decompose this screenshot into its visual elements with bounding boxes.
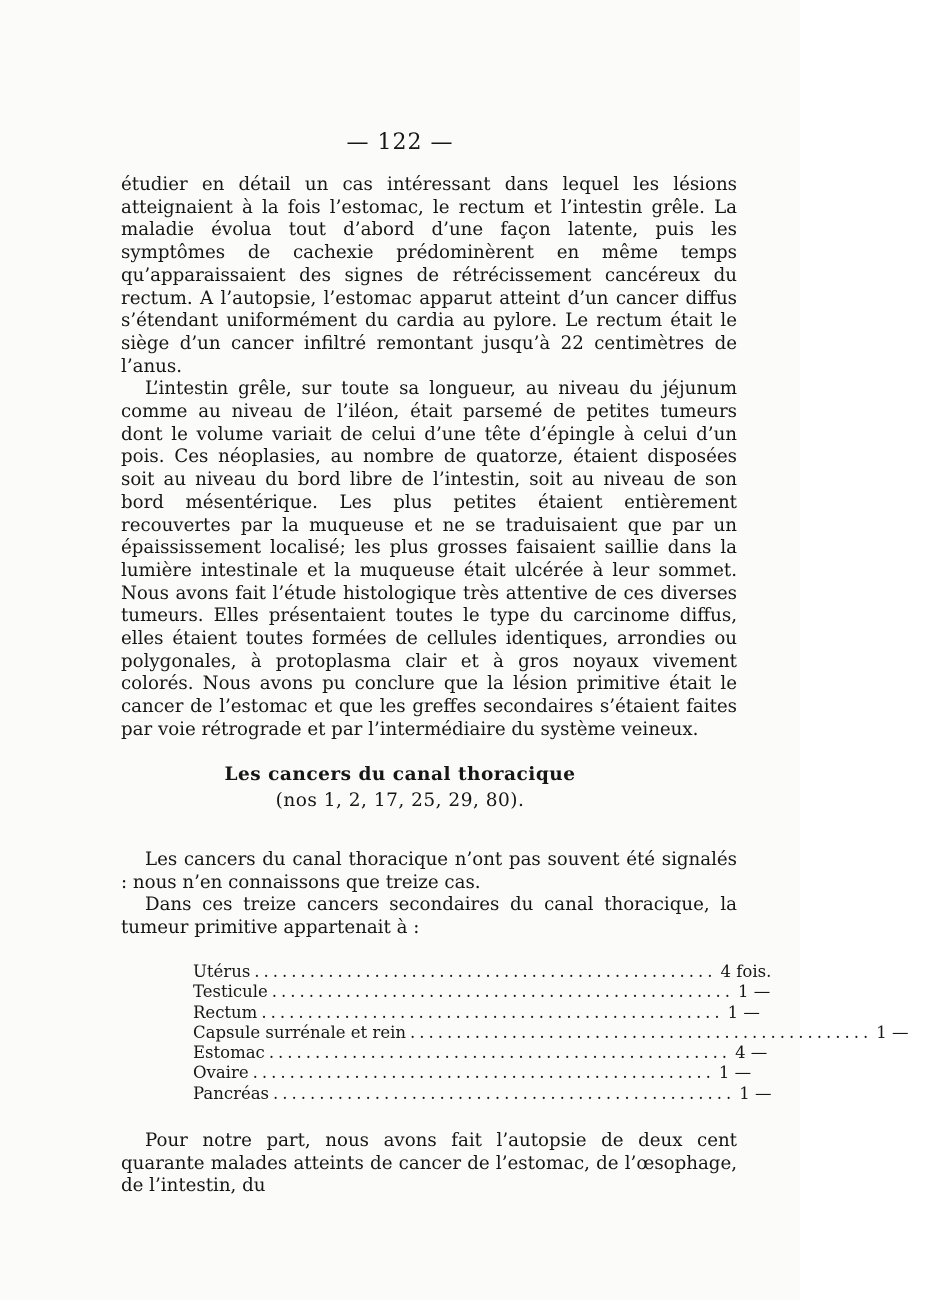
paragraph-own-autopsies: Pour notre part, nous avons fait l’autopsie de deux cent quarante malades atteints de cancer de l’estomac, de l’œsophage, de l’intestin, du — [121, 1130, 737, 1197]
leader-dots: .................................................. — [252, 1063, 715, 1083]
organ-name: Capsule surrénale et rein — [193, 1022, 406, 1042]
case-count: 1 — — [738, 982, 771, 1002]
case-count: 1 — — [739, 1083, 772, 1103]
list-item — [193, 962, 772, 982]
leader-dots: .................................................. — [271, 982, 735, 1002]
leader-dots: .................................................. — [268, 1043, 732, 1063]
case-count: 4 fois. — [720, 962, 772, 981]
section-title: Les cancers du canal thoracique — [224, 764, 576, 785]
organ-name: Testicule — [193, 982, 268, 1002]
paragraph-thoracic-cases: Les cancers du canal thoracique n’ont pas souvent été signalés : nous n’en connaissons que treize cas. — [121, 849, 737, 893]
paragraph-small-intestine: L’intestin grêle, sur toute sa longueur, au niveau du jéjunum comme au niveau de l’iléon, était parsemé de petites tumeurs dont le volume variait de celui d’une tête d’épingle à celui d’un pois. Ces néoplasies, au nombre de quatorze, étaient disposées soit au niveau du bord libre de l’intestin, soit au niveau de son bord mésentérique. Les plus petites étaient entièrement recouvertes par la muqueuse et ne se traduisaient que par un épaississement localisé; les plus grosses faisaient saillie dans la lumière intestinale et la muqueuse était ulcérée à leur sommet. Nous avons fait l’étude histologique très attentive de ces diverses tumeurs. Elles présentaient toutes le type du carcinome diffus, elles étaient toutes formées de cellules identiques, arrondies ou polygonales, à protoplasma clair et à gros noyaux vivement colorés. Nous avons pu conclure que la lésion primitive était le cancer de l’estomac et que les greffes secondaires s’étaient faites par voie rétrograde et par l’intermédiaire du système veineux. — [121, 378, 737, 740]
list-item — [193, 1022, 909, 1043]
organ-name: Utérus — [193, 962, 251, 981]
organ-name: Pancréas — [193, 1083, 270, 1103]
case-count: 1 — — [876, 1022, 909, 1042]
section-text — [121, 849, 737, 940]
list-item — [193, 1083, 772, 1104]
list-item — [193, 982, 771, 1002]
case-count: 4 — — [735, 1043, 768, 1063]
closing-text — [121, 1130, 737, 1198]
paragraph-case-study: étudier en détail un cas intéressant dans lequel les lésions atteignaient à la fois l’estomac, le rectum et l’intestin grêle. La maladie évolua tout d’abord d’une façon latente, puis les symptômes de cachexie prédominèrent en même temps qu’apparaissaient des signes de rétrécissement cancéreux du rectum. A l’autopsie, l’estomac apparut atteint d’un cancer diffus s’étendant uniformément du cardia au pylore. Le rectum était le siège d’un cancer infiltré remontant jusqu’à 22 centimètres de l’anus. — [121, 174, 737, 377]
organ-name: Rectum — [193, 1002, 258, 1022]
list-item — [193, 1043, 768, 1063]
list-item — [193, 1063, 752, 1083]
case-count: 1 — — [718, 1063, 752, 1083]
page-number: — 122 — — [346, 130, 454, 155]
list-item — [193, 1002, 760, 1023]
leader-dots: .................................................. — [273, 1083, 736, 1103]
intro-text — [121, 174, 737, 742]
organ-name: Ovaire — [193, 1063, 249, 1083]
leader-dots: .................................................. — [254, 962, 717, 981]
leader-dots: .................................................. — [261, 1002, 724, 1022]
section-subtitle: (nos 1, 2, 17, 25, 29, 80). — [275, 790, 525, 811]
organ-name: Estomac — [193, 1043, 265, 1063]
paragraph-primary-tumor: Dans ces treize cancers secondaires du canal thoracique, la tumeur primitive appartenait à : — [121, 894, 737, 939]
case-count: 1 — — [727, 1002, 760, 1022]
leader-dots: .................................................. — [410, 1022, 873, 1042]
primary-tumor-list — [193, 962, 909, 1104]
